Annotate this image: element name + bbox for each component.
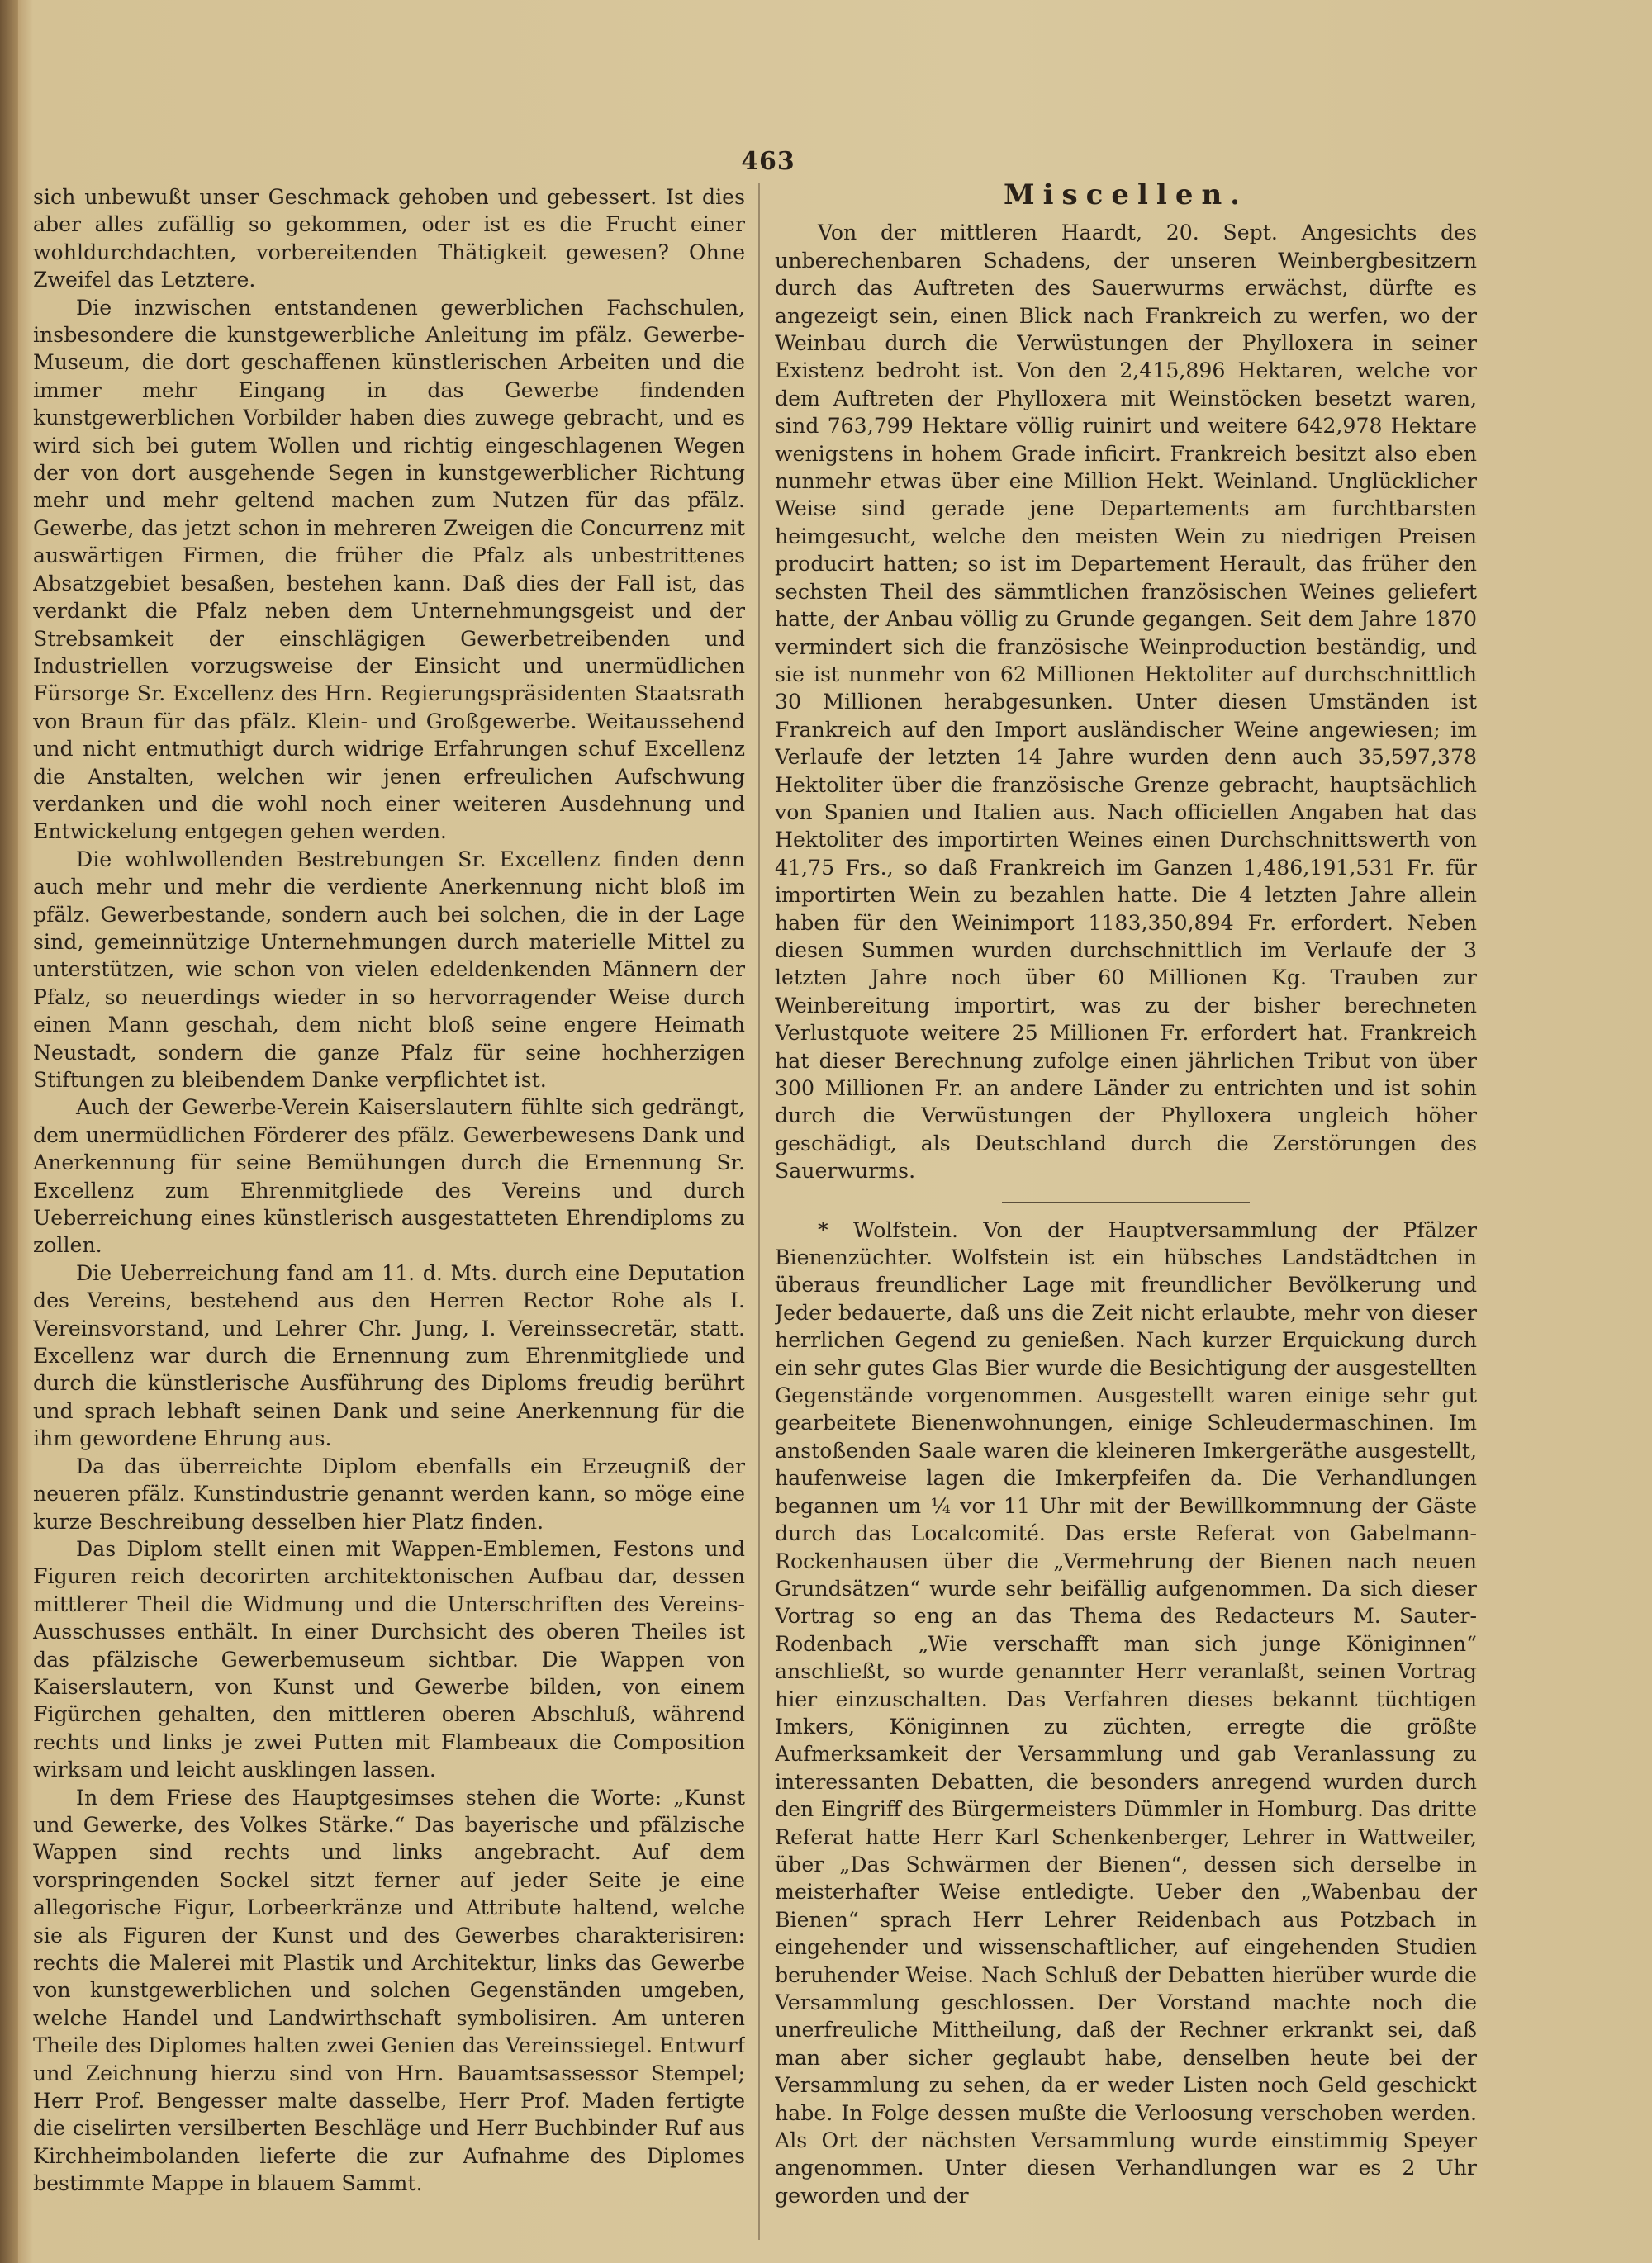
paragraph: Da das überreichte Diplom ebenfalls ein Erzeugniß der neueren pfälz. Kunstindustrie genannt werden kann, so möge eine kurze Beschreibung desselben hier Platz finden.	[33, 1454, 745, 1534]
paragraph: sich unbewußt unser Geschmack gehoben und gebessert. Ist dies aber alles zufällig so gekommen, oder ist es die Frucht einer wohldurchdachten, vorbereitenden Thätigkeit gewesen? Ohne Zweifel das Letztere.	[33, 185, 745, 292]
article-divider	[1002, 1202, 1250, 1203]
article-paragraph: Von der mittleren Haardt, 20. Sept. Angesichts des unberechenbaren Schadens, der unseren Weinbergbesitzern durch das Auftreten des Sauerwurms erwächst, dürfte es angezeigt sein, einen Blick nach Frankreich zu werfen, wo der Weinbau durch die Verwüstungen der Phylloxera in seiner Existenz bedroht ist. Von den 2,415,896 Hektaren, welche vor dem Auftreten der Phylloxera mit Weinstöcken besetzt waren, sind 763,799 Hektare völlig ruinirt und weitere 642,978 Hektare wenigstens in hohem Grade inficirt. Frankreich besitzt also eben nunmehr etwas über eine Million Hekt. Weinland. Unglücklicher Weise sind gerade jene Departements am furchtbarsten heimgesucht, welche den meisten Wein zu niedrigen Preisen producirt hatten; so ist im Departement Herault, das früher den sechsten Theil des sämmtlichen französischen Weines geliefert hatte, der Anbau völlig zu Grunde gegangen. Seit dem Jahre 1870 vermindert sich die französische Weinproduction beständig, und sie ist nunmehr von 62 Millionen Hektoliter auf durchschnittlich 30 Millionen herabgesunken. Unter diesen Umständen ist Frankreich auf den Import ausländischer Weine angewiesen; im Verlaufe der letzten 14 Jahre wurden denn auch 35,597,378 Hektoliter über die französische Grenze gebracht, hauptsächlich von Spanien und Italien aus. Nach officiellen Angaben hat das Hektoliter des importirten Weines einen Durchschnittswerth von 41,75 Frs., so daß Frankreich im Ganzen 1,486,191,531 Fr. für importirten Wein zu bezahlen hatte. Die 4 letzten Jahre allein haben für den Weinimport 1183,350,894 Fr. erfordert. Neben diesen Summen wurden durchschnittlich im Verlaufe der 3 letzten Jahre noch über 60 Millionen Kg. Trauben zur Weinbereitung importirt, was zu der bisher berechneten Verlustquote weitere 25 Millionen Fr. erfordert hat. Frankreich hat dieser Berechnung zufolge einen jährlichen Tribut von über 300 Millionen Fr. an andere Länder zu entrichten und ist sohin durch die Verwüstungen der Phylloxera ungleich höher geschädigt, als Deutschland durch die Zerstörungen des Sauerwurms.	[775, 221, 1477, 1184]
paragraph: Die Ueberreichung fand am 11. d. Mts. durch eine Deputation des Vereins, bestehend aus den Herren Rector Rohe als I. Vereinsvorstand, und Lehrer Chr. Jung, I. Vereinssecretär, statt. Excellenz war durch die Ernennung zum Ehrenmitgliede und durch die künstlerische Ausführung des Diploms freudig berührt und sprach lebhaft seinen Dank und seine Anerkennung für die ihm gewordene Ehrung aus.	[33, 1260, 745, 1451]
section-heading: Miscellen.	[1003, 183, 1249, 211]
paragraph: Auch der Gewerbe-Verein Kaiserslautern fühlte sich gedrängt, dem unermüdlichen Förderer des pfälz. Gewerbewesens Dank und Anerkennung für seine Bemühungen durch die Ernennung Sr. Excellenz zum Ehrenmitgliede des Vereins und durch Ueberreichung eines künstlerisch ausgestatteten Ehrendiploms zu zollen.	[33, 1095, 745, 1258]
article-paragraph: * Wolfstein. Von der Hauptversammlung der Pfälzer Bienenzüchter. Wolfstein ist ein hübsches Landstädtchen in überaus freundlicher Lage mit freundlicher Bevölkerung und Jeder bedauerte, daß uns die Zeit nicht erlaubte, mehr von dieser herrlichen Gegend zu genießen. Nach kurzer Erquickung durch ein sehr gutes Glas Bier wurde die Besichtigung der ausgestellten Gegenstände vorgenommen. Ausgestellt waren einige sehr gut gearbeitete Bienenwohnungen, einige Schleudermaschinen. Im anstoßenden Saale waren die kleineren Imkergeräthe ausgestellt, haufenweise lagen die Imkerpfeifen da. Die Verhandlungen begannen um ¼ vor 11 Uhr mit der Bewillkommnung der Gäste durch das Localcomité. Das erste Referat von Gabelmann-Rockenhausen über die „Vermehrung der Bienen nach neuen Grundsätzen“ wurde sehr beifällig aufgenommen. Da sich dieser Vortrag so eng an das Thema des Redacteurs M. Sauter-Rodenbach „Wie verschafft man sich junge Königinnen“ anschließt, so wurde genannter Herr veranlaßt, seinen Vortrag hier einzuschalten. Das Verfahren dieses bekannt tüchtigen Imkers, Königinnen zu züchten, erregte die größte Aufmerksamkeit der Versammlung und gab Veranlassung zu interessanten Debatten, die besonders anregend wurden durch den Eingriff des Bürgermeisters Dümmler in Homburg. Das dritte Referat hatte Herr Karl Schenkenberger, Lehrer in Wattweiler, über „Das Schwärmen der Bienen“, dessen sich derselbe in meisterhafter Weise entledigte. Ueber den „Wabenbau der Bienen“ sprach Herr Lehrer Reidenbach aus Potzbach in eingehender und wissenschaftlicher, auf eingehenden Studien beruhender Weise. Nach Schluß der Debatten hierüber wurde die Versammlung geschlossen. Der Vorstand machte noch die unerfreuliche Mittheilung, daß der Rechner erkrankt sei, daß man aber sicher geglaubt habe, denselben heute bei der Versammlung zu sehen, da er weder Listen noch Geld geschickt habe. In Folge dessen mußte die Verloosung verschoben werden. Als Ort der nächsten Versammlung wurde einstimmig Speyer angenommen. Unter diesen Verhandlungen war es 2 Uhr geworden und der	[775, 1217, 1477, 2208]
column-divider	[758, 183, 760, 2240]
left-column	[33, 183, 745, 2238]
paragraph: Das Diplom stellt einen mit Wappen-Emblemen, Festons und Figuren reich decorirten architektonischen Aufbau dar, dessen mittlerer Theil die Widmung und die Unterschriften des Vereins-Ausschusses enthält. In einer Durchsicht des oberen Theiles ist das pfälzische Gewerbemuseum sichtbar. Die Wappen von Kaiserslautern, von Kunst und Gewerbe bilden, von einem Figürchen gehalten, den mittleren oberen Abschluß, während rechts und links je zwei Putten mit Flambeaux die Composition wirksam und leicht ausklingen lassen.	[33, 1536, 745, 1782]
paragraph: In dem Friese des Hauptgesimses stehen die Worte: „Kunst und Gewerke, des Volkes Stärke.“ Das bayerische und pfälzische Wappen sind rechts und links angebracht. Auf dem vorspringenden Sockel sitzt ferner auf jeder Seite je eine allegorische Figur, Lorbeerkränze und Attribute haltend, welche sie als Figuren der Kunst und des Gewerbes charakterisiren: rechts die Malerei mit Plastik und Architektur, links das Gewerbe von kunstgewerblichen und solchen Gegenständen umgeben, welche Handel und Landwirthschaft symbolisiren. Am unteren Theile des Diplomes halten zwei Genien das Vereinssiegel. Entwurf und Zeichnung hierzu sind von Hrn. Bauamtsassessor Stempel; Herr Prof. Bengesser malte dasselbe, Herr Prof. Maden fertigte die ciselirten versilberten Beschläge und Herr Buchbinder Ruf aus Kirchheimbolanden lieferte die zur Aufnahme des Diplomes bestimmte Mappe in blauem Sammt.	[33, 1785, 745, 2196]
paragraph: Die inzwischen entstandenen gewerblichen Fachschulen, insbesondere die kunstgewerbliche Anleitung im pfälz. Gewerbe-Museum, die dort geschaffenen künstlerischen Arbeiten und die immer mehr Eingang in das Gewerbe findenden kunstgewerblichen Vorbilder haben dies zuwege gebracht, und es wird sich bei gutem Wollen und richtig eingeschlagenen Wegen der von dort ausgehende Segen in kunstgewerblicher Richtung mehr und mehr geltend machen zum Nutzen für das pfälz. Gewerbe, das jetzt schon in mehreren Zweigen die Concurrenz mit auswärtigen Firmen, die früher die Pfalz als unbestrittenes Absatzgebiet besaßen, bestehen kann. Daß dies der Fall ist, das verdankt die Pfalz neben dem Unternehmungsgeist und der Strebsamkeit der einschlägigen Gewerbetreibenden und Industriellen vorzugsweise der Einsicht und unermüdlichen Fürsorge Sr. Excellenz des Hrn. Regierungspräsidenten Staatsrath von Braun für das pfälz. Klein- und Großgewerbe. Weitaussehend und nicht entmuthigt durch widrige Erfahrungen schuf Excellenz die Anstalten, welchen wir jenen erfreulichen Aufschwung verdanken und die wohl noch einer weiteren Ausdehnung und Entwickelung entgegen gehen werden.	[33, 295, 745, 844]
paragraph: Die wohlwollenden Bestrebungen Sr. Excellenz finden denn auch mehr und mehr die verdiente Anerkennung nicht bloß im pfälz. Gewerbestande, sondern auch bei solchen, die in der Lage sind, gemeinnützige Unternehmungen durch materielle Mittel zu unterstützen, wie schon von vielen edeldenkenden Männern der Pfalz, so neuerdings wieder in so hervorragender Weise durch einen Mann geschah, dem nicht bloß seine engere Heimath Neustadt, sondern die ganze Pfalz für seine hochherzigen Stiftungen zu bleibendem Danke verpflichtet ist.	[33, 847, 745, 1092]
right-column	[775, 183, 1477, 2238]
page-number: 463	[741, 147, 795, 176]
binding-spine	[0, 0, 18, 2263]
